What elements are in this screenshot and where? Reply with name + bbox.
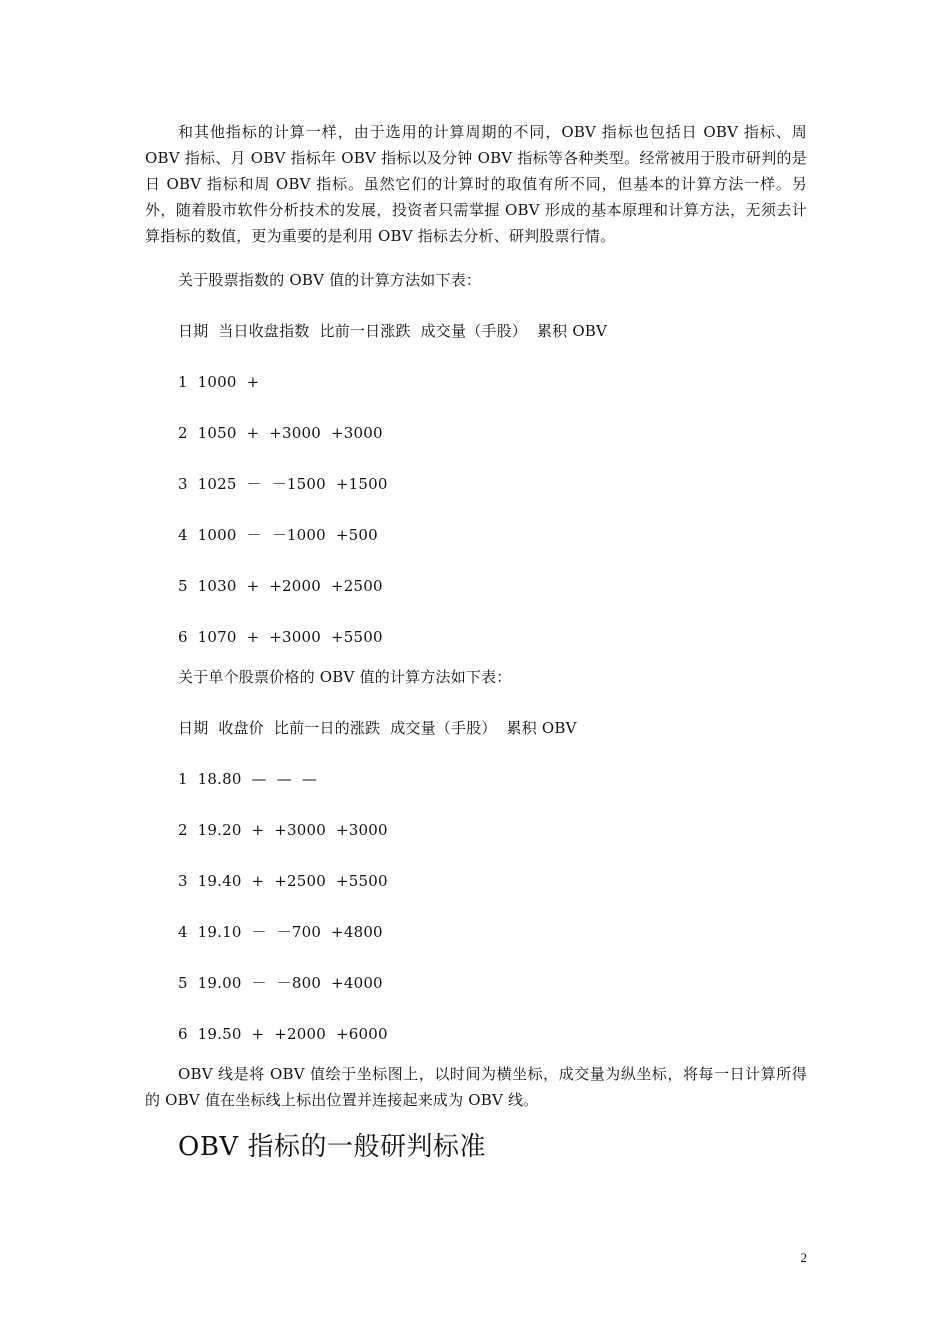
stock-table-header: 日期 收盘价 比前一日的涨跌 成交量（手股） 累积 OBV	[178, 719, 577, 737]
index-table-row: 1 1000 +	[178, 373, 260, 391]
index-table	[145, 318, 807, 650]
obv-line-paragraph: OBV 线是将 OBV 值绘于坐标图上，以时间为横坐标，成交量为纵坐标，将每一日计算所得的 OBV 值在坐标线上标出位置并连接起来成为 OBV 线。	[145, 1065, 807, 1109]
index-table-intro: 关于股票指数的 OBV 值的计算方法如下表：	[178, 271, 482, 289]
stock-table-row: 5 19.00 － －800 +4000	[178, 974, 383, 992]
index-table-header: 日期 当日收盘指数 比前一日涨跌 成交量（手股） 累积 OBV	[178, 322, 608, 340]
page-number: 2	[800, 1250, 807, 1265]
stock-table-row: 6 19.50 + +2000 +6000	[178, 1025, 388, 1043]
stock-table-intro: 关于单个股票价格的 OBV 值的计算方法如下表：	[178, 668, 512, 686]
index-table-row: 6 1070 + +3000 +5500	[178, 628, 383, 646]
stock-table-row: 3 19.40 + +2500 +5500	[178, 872, 388, 890]
index-table-row: 3 1025 － －1500 +1500	[178, 475, 388, 493]
index-table-row: 5 1030 + +2000 +2500	[178, 577, 383, 595]
stock-table	[145, 715, 807, 1047]
page-content	[145, 119, 807, 1167]
stock-table-row: 4 19.10 － －700 +4800	[178, 923, 383, 941]
stock-table-row: 2 19.20 + +3000 +3000	[178, 821, 388, 839]
intro-paragraph: 和其他指标的计算一样，由于选用的计算周期的不同，OBV 指标也包括日 OBV 指标、周 OBV 指标、月 OBV 指标年 OBV 指标以及分钟 OBV 指标等各种类型。经常被用于股市研判的是日 OBV 指标和周 OBV 指标。虽然它们的计算时的取值有所不同，但基本的计算方法一样。另外，随着股市软件分析技术的发展，投资者只需掌握 OBV 形成的基本原理和计算方法，无须去计算指标的数值，更为重要的是利用 OBV 指标去分析、研判股票行情。	[145, 123, 807, 245]
section-heading: OBV 指标的一般研判标准	[178, 1132, 486, 1162]
index-table-row: 4 1000 － －1000 +500	[178, 526, 378, 544]
index-table-row: 2 1050 + +3000 +3000	[178, 424, 383, 442]
stock-table-row: 1 18.80 — — —	[178, 770, 318, 788]
